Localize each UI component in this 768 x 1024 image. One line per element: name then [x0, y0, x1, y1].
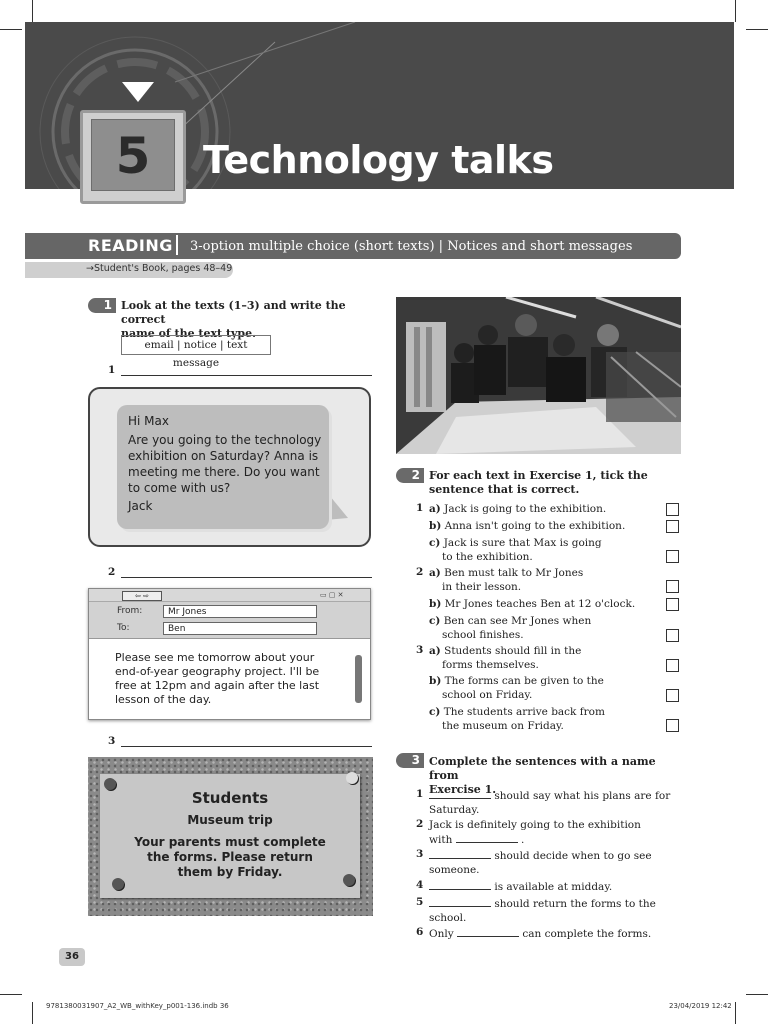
instruction-line: Exercise 1.	[429, 783, 497, 796]
option-text: The forms can be given to the	[444, 675, 604, 687]
reading-separator	[176, 235, 178, 255]
notice-body: Your parents must complete the forms. Please return them by Friday.	[134, 835, 326, 879]
tick-box[interactable]	[666, 689, 679, 702]
reading-label: READING	[88, 236, 173, 255]
exercise-2-instruction	[429, 469, 679, 497]
ex2-item-1a	[429, 502, 659, 516]
tick-box[interactable]	[666, 520, 679, 533]
crop-mark	[32, 0, 33, 22]
students-book-ref	[86, 263, 232, 274]
tick-box[interactable]	[666, 719, 679, 732]
answer-blank[interactable]	[429, 848, 491, 859]
to-label: To:	[117, 623, 130, 633]
instruction-line: sentence that is correct.	[429, 483, 580, 496]
option-text: Anna isn't going to the exhibition.	[444, 520, 626, 532]
answer-number: 1	[108, 364, 116, 376]
sentence-text: Saturday.	[429, 804, 480, 816]
option-letter: a)	[429, 645, 441, 657]
option-text: Jack is going to the exhibition.	[444, 503, 607, 515]
option-text: school finishes.	[442, 629, 524, 641]
answer-blank[interactable]	[456, 832, 518, 843]
answer-line-2[interactable]	[121, 577, 372, 578]
message-greeting: Hi Max	[128, 414, 169, 428]
tick-box[interactable]	[666, 580, 679, 593]
window-controls-icon[interactable]: ▭ ▢ ✕	[320, 591, 344, 599]
option-letter: c)	[429, 537, 441, 549]
ex3-item-5	[429, 896, 677, 925]
answer-line-3[interactable]	[121, 746, 372, 747]
exercise-2-badge: 2	[396, 468, 424, 483]
item-number: 5	[416, 896, 424, 908]
message-signature: Jack	[128, 499, 153, 513]
pushpin-icon	[112, 878, 124, 890]
item-number: 4	[416, 879, 424, 891]
ex3-item-1	[429, 788, 677, 817]
option-text: Ben can see Mr Jones when	[443, 615, 592, 627]
option-text: The students arrive back from	[443, 706, 605, 718]
ex2-item-3c	[429, 705, 659, 733]
item-number: 1	[416, 502, 424, 514]
tick-box[interactable]	[666, 550, 679, 563]
answer-blank[interactable]	[429, 879, 491, 890]
unit-number: 5	[115, 127, 151, 185]
word-box: email | notice | text message	[121, 335, 271, 355]
crop-mark	[746, 994, 768, 995]
item-number: 2	[416, 818, 424, 830]
ex3-item-3	[429, 848, 677, 877]
ex2-item-3a	[429, 644, 659, 672]
ex3-item-6	[429, 926, 677, 941]
sentence-text: can complete the forms.	[519, 928, 652, 940]
tick-box[interactable]	[666, 659, 679, 672]
item-number: 3	[416, 644, 424, 656]
footer-file-info: 9781380031907_A2_WB_withKey_p001-136.indb 36	[46, 1002, 229, 1010]
sentence-text: is available at midday.	[491, 881, 613, 893]
exercise-1-badge: 1	[88, 298, 116, 313]
option-text: to the exhibition.	[442, 551, 533, 563]
option-text: in their lesson.	[442, 581, 522, 593]
item-number: 1	[416, 788, 424, 800]
email-scrollbar[interactable]	[355, 655, 362, 703]
sentence-text: school.	[429, 912, 467, 924]
option-letter: c)	[429, 706, 441, 718]
crop-mark	[0, 29, 22, 30]
sentence-text: should say what his plans are for	[491, 790, 671, 802]
instruction-line: Look at the texts (1–3) and write the correct	[121, 299, 346, 326]
option-text: the museum on Friday.	[442, 720, 564, 732]
sentence-text: should return the forms to the	[491, 898, 656, 910]
crop-mark	[32, 1002, 33, 1024]
ex2-item-2b	[429, 597, 659, 611]
pushpin-icon	[346, 772, 358, 784]
ex2-item-3b	[429, 674, 659, 702]
text-message-content	[128, 413, 324, 514]
answer-number: 3	[108, 735, 116, 747]
instruction-line: name of the text type.	[121, 327, 256, 340]
students-book-text: Student's Book, pages 48–49	[93, 263, 233, 274]
to-field[interactable]: Ben	[163, 622, 317, 635]
option-text: Mr Jones teaches Ben at 12 o'clock.	[444, 598, 636, 610]
tick-box[interactable]	[666, 598, 679, 611]
option-letter: c)	[429, 615, 441, 627]
ex3-item-4	[429, 879, 677, 894]
crop-mark	[735, 1002, 736, 1024]
answer-line-1[interactable]	[121, 375, 372, 376]
instruction-line: For each text in Exercise 1, tick the	[429, 469, 648, 482]
sentence-text: someone.	[429, 864, 480, 876]
answer-blank[interactable]	[429, 896, 491, 907]
ex2-item-1b	[429, 519, 659, 533]
arrow-icon: →	[86, 263, 94, 274]
back-forward-icon[interactable]: ⇦ ⇨	[122, 591, 162, 601]
tick-box[interactable]	[666, 503, 679, 516]
sentence-text: with	[429, 834, 456, 846]
ex3-item-2	[429, 818, 677, 847]
from-field[interactable]: Mr Jones	[163, 605, 317, 618]
triangle-icon	[122, 82, 154, 102]
item-number: 2	[416, 566, 424, 578]
option-text: Jack is sure that Max is going	[443, 537, 602, 549]
item-number: 6	[416, 926, 424, 938]
footer-timestamp: 23/04/2019 12:42	[669, 1002, 732, 1010]
exercise-3-badge: 3	[396, 753, 424, 768]
sentence-text: Jack is definitely going to the exhibition	[429, 819, 641, 831]
crop-mark	[735, 0, 736, 22]
answer-number: 2	[108, 566, 116, 578]
sentence-text: Only	[429, 928, 457, 940]
option-text: forms themselves.	[442, 659, 539, 671]
option-letter: b)	[429, 520, 442, 532]
ex2-item-2c	[429, 614, 659, 642]
instruction-line: Complete the sentences with a name from	[429, 755, 656, 782]
crop-mark	[0, 994, 22, 995]
notice-heading: Students	[191, 789, 269, 807]
option-letter: b)	[429, 598, 442, 610]
option-text: school on Friday.	[442, 689, 533, 701]
item-number: 3	[416, 848, 424, 860]
answer-blank[interactable]	[457, 926, 519, 937]
from-label: From:	[117, 606, 143, 616]
message-body: Are you going to the technology exhibition on Saturday? Anna is meeting me there. Do you want to come with us?	[128, 433, 322, 495]
sentence-text: should decide when to go see	[491, 850, 652, 862]
option-letter: a)	[429, 567, 441, 579]
ex2-item-2a	[429, 566, 659, 594]
option-letter: b)	[429, 675, 442, 687]
tick-box[interactable]	[666, 629, 679, 642]
email-body: Please see me tomorrow about your end-of-year geography project. I'll be free at 12pm and again after the last lesson of the day.	[115, 651, 320, 706]
option-text: Students should fill in the	[444, 645, 582, 657]
answer-blank[interactable]	[429, 788, 491, 799]
pushpin-icon	[343, 874, 355, 886]
reading-description: 3-option multiple choice (short texts) | Notices and short messages	[190, 239, 633, 254]
ex2-item-1c	[429, 536, 659, 564]
unit-title: Technology talks	[203, 138, 554, 182]
photo-illustration	[396, 297, 681, 454]
page-number: 36	[59, 948, 85, 966]
sentence-text: .	[517, 834, 525, 846]
option-letter: a)	[429, 503, 441, 515]
students-robotics-photo	[396, 297, 681, 454]
notice-subheading: Museum trip	[187, 813, 273, 827]
crop-mark	[746, 29, 768, 30]
option-text: Ben must talk to Mr Jones	[444, 567, 584, 579]
